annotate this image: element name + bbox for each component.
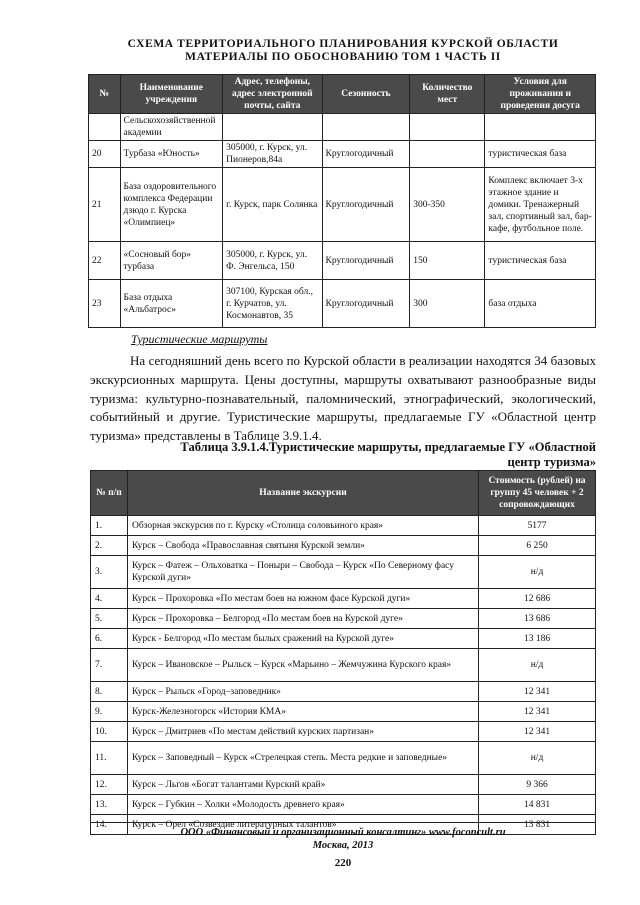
section-subtitle: Туристические маршруты [131,332,268,346]
table-row [91,556,596,589]
cell-excursion: Обзорная экскурсия по г. Курску «Столица соловьиного края» [128,516,479,536]
cell-price: 12 341 [479,722,596,742]
cell-number: 8. [91,682,128,702]
cell-season: Круглогодичный [322,242,410,280]
table-row [89,168,596,242]
cell-number: 14. [91,815,128,835]
cell-name: «Сосновый бор» турбаза [120,242,223,280]
cell-number: 6. [91,629,128,649]
cell-price: н/д [479,742,596,775]
table-row [91,649,596,682]
cell-price: 6 250 [479,536,596,556]
column-header-season: Сезонность [322,75,410,114]
table-row [89,114,596,141]
cell-price: 13 831 [479,815,596,835]
cell-price: 13 186 [479,629,596,649]
footer-divider [90,822,596,823]
cell-number: 21 [89,168,121,242]
document-header-subtitle: МАТЕРИАЛЫ ПО ОБОСНОВАНИЮ ТОМ 1 ЧАСТЬ II [185,51,501,63]
cell-number: 13. [91,795,128,815]
cell-conditions: туристическая база [485,242,596,280]
cell-number: 23 [89,280,121,328]
cell-excursion: Курск – Свобода «Православная святыня Курской земли» [128,536,479,556]
cell-number: 10. [91,722,128,742]
cell-price: 13 686 [479,609,596,629]
cell-conditions: Комплекс включает 3-х этажное здание и домики. Тренажерный зал, спортивный зал, бар-кафе, футбольное поле. [485,168,596,242]
cell-price: 12 686 [479,589,596,609]
cell-number: 3. [91,556,128,589]
table-row [91,775,596,795]
cell-excursion: Курск – Льгов «Богат талантами Курский край» [128,775,479,795]
cell-price: 14 831 [479,795,596,815]
cell-name: База оздоровительного комплекса Федерации дзюдо г. Курска «Олимпиец» [120,168,223,242]
accommodation-table [88,74,596,328]
cell-price: 5177 [479,516,596,536]
cell-price: 9 366 [479,775,596,795]
footer-company: ООО «Финансовый и организационный консалтинг» www.foconcult.ru [180,827,506,838]
cell-price: 12 341 [479,682,596,702]
cell-number: 11. [91,742,128,775]
cell-price: н/д [479,649,596,682]
table-header-row [89,75,596,114]
table-row [91,629,596,649]
column-header-name: Наименование учреждения [120,75,223,114]
cell-address [223,114,322,141]
table-row [91,742,596,775]
table-row [91,609,596,629]
cell-conditions: база отдыха [485,280,596,328]
cell-name: Сельскохозяйственной академии [120,114,223,141]
cell-season: Круглогодичный [322,168,410,242]
cell-price: н/д [479,556,596,589]
cell-excursion: Курск – Ивановское – Рыльск – Курск «Марьино – Жемчужина Курского края» [128,649,479,682]
table-row [91,722,596,742]
body-paragraph-text: На сегодняшний день всего по Курской области в реализации находятся 34 базовых экскурсионных маршрута. Цены доступны, маршруты охватывают разнообразные виды туризма: культурно-познавательный, паломнический, этнографический, экологический, событийный и другие. Туристические маршруты, предлагаемые ГУ «Областной центр туризма» представлены в Таблице 3.9.1.4. [90,353,596,444]
cell-excursion: Курск-Железногорск «История КМА» [128,702,479,722]
table-row [89,242,596,280]
cell-address: 307100, Курская обл., г. Курчатов, ул. Космонавтов, 35 [223,280,322,328]
table-caption: Таблица 3.9.1.4.Туристические маршруты, предлагаемые ГУ «Областной центр туризма» [180,440,596,469]
cell-number: 20 [89,141,121,168]
cell-number: 7. [91,649,128,682]
cell-number: 22 [89,242,121,280]
column-header-price: Стоимость (рублей) на группу 45 человек + 2 сопровождающих [479,471,596,516]
cell-number: 9. [91,702,128,722]
cell-excursion: Курск - Белгород «По местам былых сражений на Курской дуге» [128,629,479,649]
tourist-routes-table [90,470,596,835]
cell-number: 5. [91,609,128,629]
cell-number: 4. [91,589,128,609]
cell-conditions: туристическая база [485,141,596,168]
column-header-address: Адрес, телефоны, адрес электронной почты, сайта [223,75,322,114]
cell-season: Круглогодичный [322,280,410,328]
cell-number: 1. [91,516,128,536]
cell-places: 150 [410,242,485,280]
cell-places: 300-350 [410,168,485,242]
cell-season: Круглогодичный [322,141,410,168]
page-number: 220 [334,857,352,869]
cell-conditions [485,114,596,141]
cell-number: 12. [91,775,128,795]
column-header-number: № [89,75,121,114]
cell-excursion: Курск – Орел «Созвездие литературных талантов» [128,815,479,835]
cell-number [89,114,121,141]
cell-price: 12 341 [479,702,596,722]
cell-excursion: Курск – Прохоровка «По местам боев на южном фасе Курской дуги» [128,589,479,609]
cell-name: База отдыха «Альбатрос» [120,280,223,328]
document-header-title: СХЕМА ТЕРРИТОРИАЛЬНОГО ПЛАНИРОВАНИЯ КУРСКОЙ ОБЛАСТИ [127,38,559,50]
cell-address: 305000, г. Курск, ул. Пионеров,84а [223,141,322,168]
column-header-excursion: Название экскурсии [128,471,479,516]
column-header-places: Количество мест [410,75,485,114]
table-row [91,516,596,536]
table-row [91,589,596,609]
cell-excursion: Курск – Рыльск «Город–заповедник» [128,682,479,702]
cell-address: г. Курск, парк Солянка [223,168,322,242]
cell-excursion: Курск – Прохоровка – Белгород «По местам боев на Курской дуге» [128,609,479,629]
column-header-number: № п/п [91,471,128,516]
cell-places [410,141,485,168]
cell-season [322,114,410,141]
table-row [91,682,596,702]
table-header-row [91,471,596,516]
footer-city-year: Москва, 2013 [312,840,374,851]
column-header-conditions: Условия для проживания и проведения досуга [485,75,596,114]
table-row [91,536,596,556]
cell-excursion: Курск – Фатеж – Ольховатка – Поныри – Свобода – Курск «По Северному фасу Курской дуги» [128,556,479,589]
cell-excursion: Курск – Заповедный – Курск «Стрелецкая степь. Места редкие и заповедные» [128,742,479,775]
cell-places [410,114,485,141]
table-row [91,795,596,815]
table-row [89,141,596,168]
table-row [89,280,596,328]
table-row [91,702,596,722]
body-paragraph [90,352,596,446]
cell-number: 2. [91,536,128,556]
cell-excursion: Курск – Дмитриев «По местам действий курских партизан» [128,722,479,742]
cell-address: 305000, г. Курск, ул. Ф. Энгельса, 150 [223,242,322,280]
cell-name: Турбаза «Юность» [120,141,223,168]
cell-places: 300 [410,280,485,328]
cell-excursion: Курск – Губкин – Холки «Молодость древнего края» [128,795,479,815]
